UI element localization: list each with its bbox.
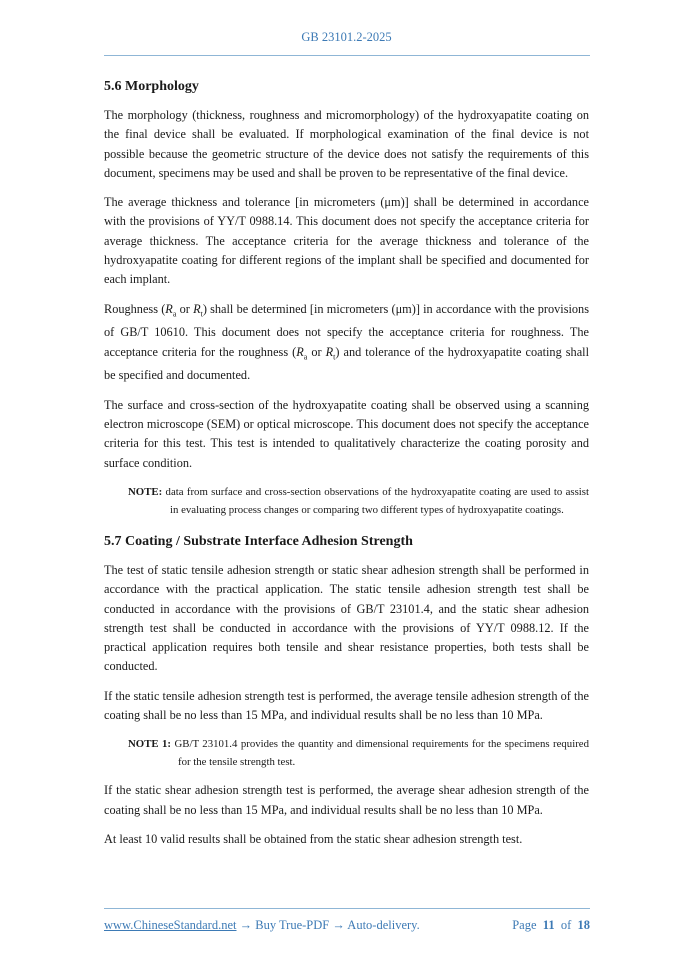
section-heading-morphology: 5.6 Morphology [104, 79, 199, 94]
header-divider [104, 55, 590, 56]
text: or [307, 344, 326, 359]
subscript-a: a [172, 309, 177, 319]
subscript-t: t [200, 309, 203, 319]
page-total: 18 [577, 918, 590, 932]
note-text: GB/T 23101.4 provides the quantity and dimensional requirements for the specimens required for the tensile strength test. [174, 738, 589, 769]
note-block [128, 735, 589, 771]
note-text: data from surface and cross-section observations of the hydroxyapatite coating are used to assist in evaluating process changes or comparing two different types of hydroxyapatite coatings. [165, 485, 590, 516]
text: ) shall be determined [in micrometers (μm)] in accordance with the provisions of GB/T 10610. This document does not specify the acceptance criteria for roughness. The acceptance criteria for the roughness ( [104, 301, 589, 359]
text: ) and tolerance of the hydroxyapatite coating shall be specified and documented. [104, 344, 589, 383]
footer [104, 918, 590, 933]
symbol-r: R [296, 344, 304, 359]
paragraph: At least 10 valid results shall be obtained from the static shear adhesion strength test. [104, 831, 523, 846]
paragraph: The test of static tensile adhesion strength or static shear adhesion strength shall be performed in accordance with the practical application. The static tensile adhesion strength test shall be conducted in accordance with the provisions of GB/T 23101.4, and the static shear adhesion strength test shall be conducted in accordance with the provisions of YY/T 0988.12. If the practical application requires both tensile and shear resistance properties, both tests shall be conducted. [104, 562, 589, 674]
paragraph: If the static tensile adhesion strength test is performed, the average tensile adhesion strength of the coating shall be no less than 15 MPa, and individual results shall be no less than 10 MPa. [104, 688, 589, 723]
page-of: of [560, 918, 572, 932]
symbol-r: R [325, 344, 334, 359]
paragraph: The morphology (thickness, roughness and micromorphology) of the hydroxyapatite coating on the final device shall be evaluated. If morphological examination of the final device is not possible because the geometric structure of the device does not satisfy the requirements of this document, specimens may be used and shall be proven to be representative of the final device. [104, 108, 589, 180]
note-block [128, 483, 589, 519]
document-id-header: GB 23101.2-2025 [301, 30, 392, 44]
website-link[interactable]: www.ChineseStandard.net [104, 918, 237, 932]
paragraph: The average thickness and tolerance [in micrometers (μm)] shall be determined in accordance with the provisions of YY/T 0988.14. This document does not specify the acceptance criteria for average thickness. The acceptance criteria for the average thickness and tolerance of the hydroxyapatite coating for different regions of the implant shall be specified and documented for each implant. [104, 195, 589, 287]
subscript-t: t [333, 352, 336, 362]
footer-divider [104, 908, 590, 909]
footer-tagline: → Buy True-PDF → Auto-delivery. [236, 918, 420, 932]
page-label: Page [512, 918, 537, 932]
text: Roughness ( [104, 301, 166, 316]
page-current: 11 [542, 918, 555, 932]
subscript-a: a [303, 352, 308, 362]
paragraph-roughness [104, 300, 589, 386]
text: or [176, 301, 194, 316]
paragraph: The surface and cross-section of the hydroxyapatite coating shall be observed using a scanning electron microscope (SEM) or optical microscope. This document does not specify the acceptance criteria for this test. This test is intended to qualitatively characterize the coating porosity and surface condition. [104, 397, 589, 470]
section-heading-adhesion: 5.7 Coating / Substrate Interface Adhesion Strength [104, 533, 413, 549]
paragraph: If the static shear adhesion strength test is performed, the average shear adhesion strength of the coating shall be no less than 15 MPa, and individual results shall be no less than 10 MPa. [104, 783, 589, 817]
symbol-r: R [193, 301, 201, 316]
symbol-r: R [165, 301, 173, 316]
note-label: NOTE 1: [128, 738, 172, 751]
note-label: NOTE: [128, 485, 163, 498]
page-content [104, 78, 589, 859]
page-indicator [512, 918, 590, 933]
